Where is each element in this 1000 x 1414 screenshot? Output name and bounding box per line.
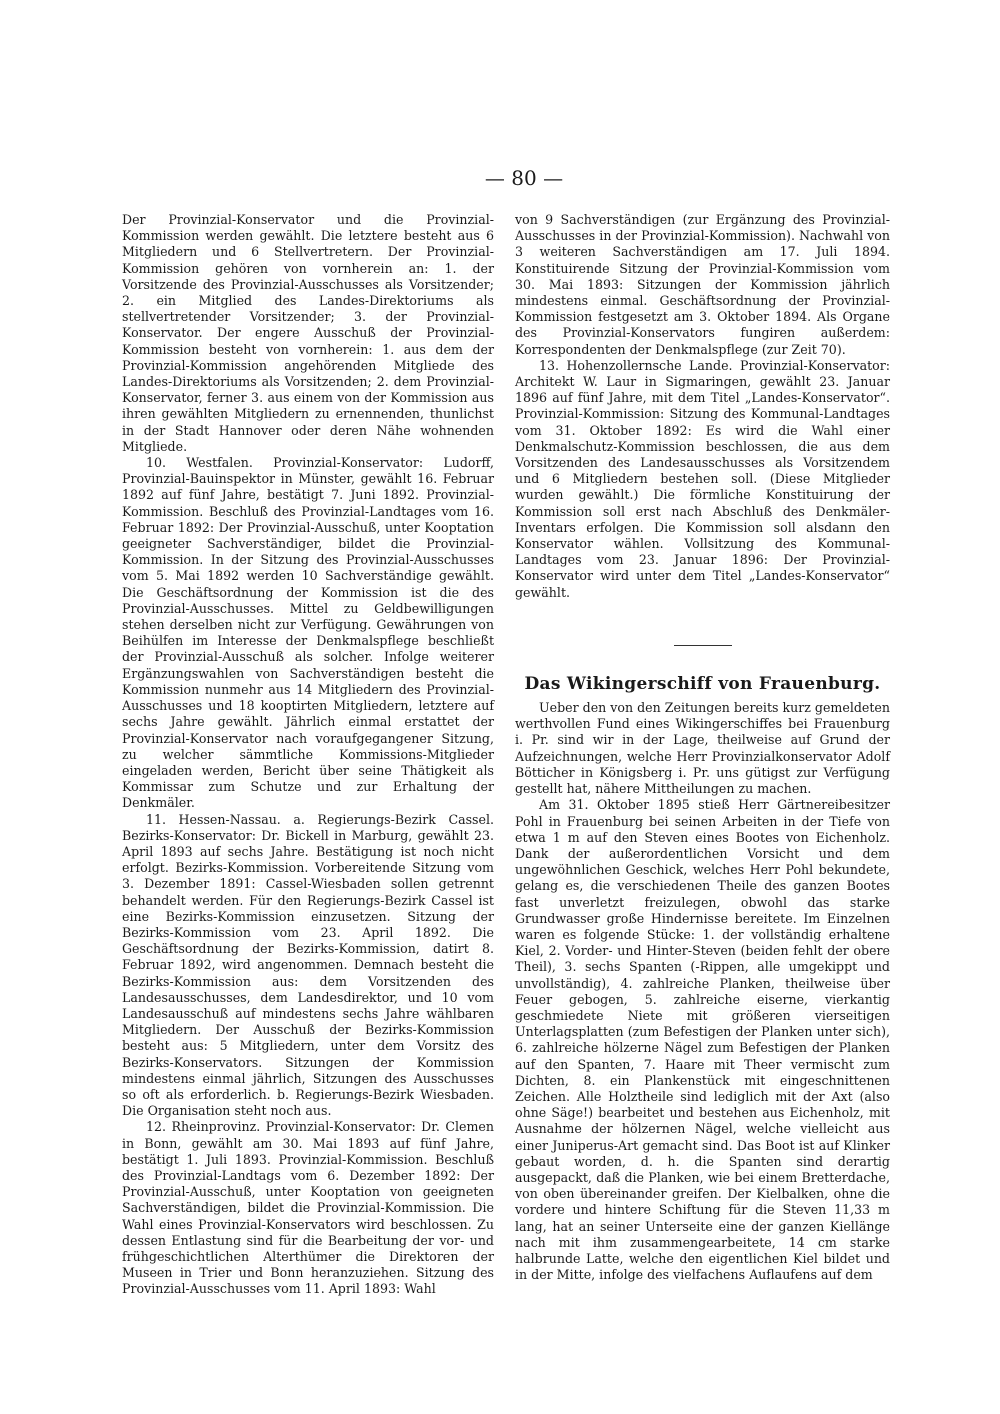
paragraph-hannover-end: Der Provinzial-Konservator und die Provinzial-Kommission werden gewählt. Die letztere besteht aus 6 Mitgliedern und 6 Stellvertretern. Der Provinzial-Kommission gehören von vornherein an: 1. der Vorsitzende des Provinzial-Ausschusses als Vorsitzender; 2. ein Mitglied des Landes-Direktoriums als stellvertretender Vorsitzender; 3. der Provinzial-Konservator. Der engere Ausschuß der Provinzial-Kommission besteht von vornherein: 1. aus dem der Provinzial-Kommission angehörenden Mitgliede des Landes-Direktoriums als Vorsitzenden; 2. dem Provinzial-Konservator, ferner 3. aus einem von der Kommission aus ihren gewählten Mitgliedern zu ernennenden, thunlichst in der Stadt Hannover oder deren Nähe wohnenden Mitgliede. xyxy=(122,212,494,454)
article-title: Das Wikingerschiff von Frauenburg. xyxy=(524,673,881,694)
paragraph-hessen-nassau: 11. Hessen-Nassau. a. Regierungs-Bezirk Cassel. Bezirks-Konservator: Dr. Bickell in Marburg, gewählt 23. April 1893 auf sechs Jahre. Bestätigung ist noch nicht erfolgt. Bezirks-Kommission. Vorbereitende Sitzung vom 3. Dezember 1891: Cassel-Wiesbaden sollen getrennt behandelt werden. Für den Regierungs-Bezirk Cassel ist eine Bezirks-Kommission einzusetzen. Sitzung der Bezirks-Kommission vom 23. April 1892. Die Geschäftsordnung der Bezirks-Kommission, datirt 8. Februar 1892, wird angenommen. Demnach besteht die Bezirks-Kommission aus: dem Vorsitzenden des Landesausschusses, dem Landesdirektor, und 10 vom Landesausschuß auf mindestens sechs Jahre wählbaren Mitgliedern. Der Ausschuß der Bezirks-Kommission besteht aus: 5 Mitgliedern, unter dem Vorsitz des Bezirks-Konservators. Sitzungen der Kommission mindestens einmal jährlich, Sitzungen des Ausschusses so oft als erforderlich. b. Regierungs-Bezirk Wiesbaden. Die Organisation steht noch aus. xyxy=(122,811,494,1119)
section-divider xyxy=(674,645,732,646)
page-number: — 80 — xyxy=(484,166,564,190)
article-paragraph-find: Am 31. Oktober 1895 stieß Herr Gärtnereibesitzer Pohl in Frauenburg bei seinen Arbeiten in der Tiefe von etwa 1 m auf den Steven eines Bootes von Eichenholz. Dank der außerordentlichen Vorsicht und dem ungewöhnlichen Geschick, welches Herr Pohl bekundete, gelang es, die verschiedenen Theile des ganzen Bootes fast unverletzt freizulegen, obwohl das starke Grundwasser große Hindernisse bereitete. Im Einzelnen waren es folgende Stücke: 1. der vollständig erhaltene Kiel, 2. Vorder- und Hinter-Steven (beiden fehlt der obere Theil), 3. sechs Spanten (-Rippen, alle umgekippt und unvollständig), 4. zahlreiche Planken, theilweise über Feuer gebogen, 5. zahlreiche eiserne, vierkantig geschmiedete Niete mit größeren vierseitigen Unterlagsplatten (zum Befestigen der Planken unter sich), 6. zahlreiche hölzerne Nägel zum Befestigen der Planken auf den Spanten, 7. Haare mit Theer vermischt zum Dichten, 8. ein Plankenstück mit eingeschnittenen Zeichen. Alle Holztheile sind lediglich mit der Axt (also ohne Säge!) bearbeitet und bestehen aus Eichenholz, mit Ausnahme der hölzernen Nägel, welche vielleicht aus einer Juniperus-Art gemacht sind. Das Boot ist auf Klinker gebaut worden, d. h. die Spanten sind derartig ausgepackt, daß die Planken, wie bei einem Bretterdache, von oben übereinander greifen. Der Kielbalken, ohne die vordere und hintere Schiftung für die Steven 11,33 m lang, hat an seiner Unterseite eine der ganzen Kiellänge nach mit ihm zusammengearbeitete, 14 cm starke halbrunde Latte, welche den eigentlichen Kiel bildet und in der Mitte, infolge des vielfachens Auflaufens auf dem xyxy=(515,797,890,1283)
left-column xyxy=(122,212,494,1298)
paragraph-rheinprovinz: 12. Rheinprovinz. Provinzial-Konservator: Dr. Clemen in Bonn, gewählt am 30. Mai 1893 auf fünf Jahre, bestätigt 1. Juli 1893. Provinzial-Kommission. Beschluß des Provinzial-Landtags vom 6. Dezember 1892: Der Provinzial-Ausschuß, unter Kooptation von geeigneten Sachverständigen, bildet die Provinzial-Kommission. Die Wahl eines Provinzial-Konservators wird beschlossen. Zu dessen Entlastung sind für die Bearbeitung der vor- und frühgeschichtlichen Alterthümer die Direktoren der Museen in Trier und Bonn heranzuziehen. Sitzung des Provinzial-Ausschusses vom 11. April 1893: Wahl xyxy=(122,1119,494,1297)
paragraph-rheinprovinz-continued: von 9 Sachverständigen (zur Ergänzung des Provinzial-Ausschusses in der Provinzial-Kommission). Nachwahl von 3 weiteren Sachverständigen am 17. Juli 1894. Konstituirende Sitzung der Provinzial-Kommission vom 30. Mai 1893: Sitzungen der Kommission jährlich mindestens einmal. Geschäftsordnung der Provinzial-Kommission festgesetzt am 3. Oktober 1894. Als Organe des Provinzial-Konservators fungiren außerdem: Korrespondenten der Denkmalspflege (zur Zeit 70). xyxy=(515,212,890,357)
right-column xyxy=(515,212,890,1283)
paragraph-westfalen: 10. Westfalen. Provinzial-Konservator: Ludorff, Provinzial-Bauinspektor in Münster, gewählt 16. Februar 1892 auf fünf Jahre, bestätigt 7. Juni 1892. Provinzial-Kommission. Beschluß des Provinzial-Landtages vom 16. Februar 1892: Der Provinzial-Ausschuß, unter Kooptation geeigneter Sachverständiger, bildet die Provinzial-Kommission. In der Sitzung des Provinzial-Ausschusses vom 5. Mai 1892 werden 10 Sachverständige gewählt. Die Geschäftsordnung der Kommission ist die des Provinzial-Ausschusses. Mittel zu Geldbewilligungen stehen derselben nicht zur Verfügung. Gewährungen von Beihülfen im Interesse der Denkmalspflege beschließt der Provinzial-Ausschuß als solcher. Infolge weiterer Ergänzungswahlen von Sachverständigen besteht die Kommission nunmehr aus 14 Mitgliedern des Provinzial-Ausschusses und 18 kooptirten Mitgliedern, letztere auf sechs Jahre gewählt. Jährlich einmal erstattet der Provinzial-Konservator nach voraufgegangener Sitzung, zu welcher sämmtliche Kommissions-Mitglieder eingeladen werden, Bericht über seine Thätigkeit als Kommissar zum Schutze und zur Erhaltung der Denkmäler. xyxy=(122,455,494,811)
paragraph-hohenzollern: 13. Hohenzollernsche Lande. Provinzial-Konservator: Architekt W. Laur in Sigmaringen, gewählt 23. Januar 1896 auf fünf Jahre, mit dem Titel „Landes-Konservator“. Provinzial-Kommission: Sitzung des Kommunal-Landtages vom 31. Oktober 1892: Es wird die Wahl einer Denkmalschutz-Kommission beschlossen, die aus dem Vorsitzenden des Landesausschusses als Vorsitzendem und 6 Mitgliedern bestehen soll. (Diese Mitglieder wurden gewählt.) Die förmliche Konstituirung der Kommission soll erst nach Abschluß des Denkmäler-Inventars erfolgen. Die Kommission soll alsdann den Konservator wählen. Vollsitzung des Kommunal-Landtages vom 23. Januar 1896: Der Provinzial-Konservator wird unter dem Titel „Landes-Konservator“ gewählt. xyxy=(515,357,890,600)
article-paragraph-intro: Ueber den von den Zeitungen bereits kurz gemeldeten werthvollen Fund eines Wikingerschiffes bei Frauenburg i. Pr. sind wir in der Lage, theilweise auf Grund der Aufzeichnungen, welche Herr Provinzialkonservator Adolf Bötticher in Königsberg i. Pr. uns gütigst zur Verfügung gestellt hat, nähere Mittheilungen zu machen. xyxy=(515,700,890,797)
